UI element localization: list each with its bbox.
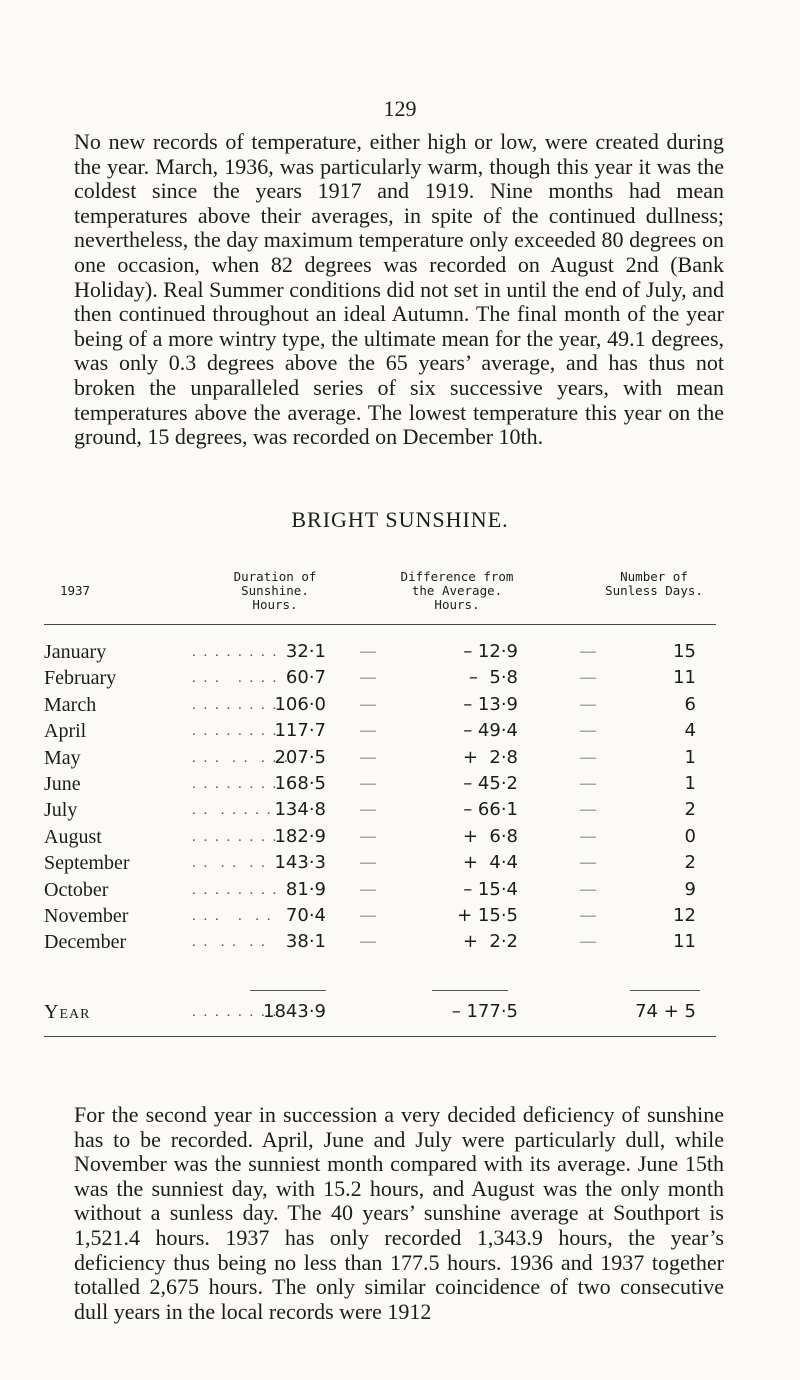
sunless-days-value: 2 [684,852,696,874]
dash-separator: — [360,880,376,898]
leader-dots: . . . . . . . . [192,749,290,766]
table-row [44,772,716,796]
table-row [44,666,716,690]
dash-separator: — [580,801,596,819]
sunless-days-value: 11 [673,931,696,953]
dash-separator: — [360,669,376,687]
sunless-days-value: 2 [684,799,696,821]
dash-separator: — [360,933,376,951]
total-sunless: 74 + 5 [635,1001,696,1022]
difference-value: + 6·8 [462,825,518,847]
leader-dots: . . . . . . . [192,670,279,687]
paragraph-temperature: No new records of temperature, either high or low, were created during the year. March, 1936, was particularly warm, though this year it was the coldest since the years 1917 and 1919. Nine months had mean temperatures above their averages, in spite of the continued dullness; nevertheless, the day maximum temperature only exceeded 80 degrees on one occasion, when 82 degrees was recorded on August 2nd (Bank Holiday). Real Summer conditions did not set in until the end of July, and then continued throughout an ideal Autumn. The final month of the year being of a more wintry type, the ultimate mean for the year, 49.1 degrees, was only 0.3 degrees above the 65 years’ average, and has thus not broken the unparalleled series of six successive years, with mean temperatures above the average. The lowest temperature this year on the ground, 15 degrees, was recorded on December 10th. [74,129,724,450]
sunless-days-value: 1 [684,773,696,794]
month-name: August [44,825,102,848]
dash-separator: — [580,907,596,924]
month-name: March [44,693,97,716]
dash-separator: — [360,695,376,713]
duration-value: 32·1 [285,641,326,662]
table-row [44,851,716,875]
sum-line-duration [250,990,326,991]
month-name: April [44,720,87,743]
month-name: June [44,773,81,795]
table-row [44,825,716,849]
duration-value: 182·9 [274,825,326,847]
total-row [44,1000,716,1024]
sum-line-sunless [630,990,700,991]
month-name: November [44,905,129,927]
dash-separator: — [360,775,376,792]
dash-separator: — [580,854,596,872]
table-row [44,693,716,717]
difference-value: – 45·2 [463,773,518,794]
difference-value: + 15·5 [457,905,518,926]
leader-dots: . . . . . . . . [192,723,279,740]
difference-value: – 13·9 [463,693,518,715]
leader-dots: . . . . . . [192,934,267,951]
paragraph-sunshine: For the second year in succession a very decided deficiency of sunshine has to be recorded. April, June and July were particularly dull, while November was the sunniest month compared with its average. June 15th was the sunniest day, with 15.2 hours, and August was the only month without a sunless day. The 40 years’ sunshine average at Southport is 1,521.4 hours. 1937 has only recorded 1,343.9 hours, the year’s deficiency thus being no less than 177.5 hours. 1936 and 1937 together totalled 2,675 hours. The only similar coincidence of two consecutive dull years in the local records were 1912 [74,1102,724,1324]
dash-separator: — [580,827,596,845]
page-number: 129 [383,96,417,121]
dash-separator: — [580,748,596,766]
difference-value: + 2·8 [462,746,518,768]
leader-dots: . . . . . . [192,855,267,872]
table-row [44,719,716,743]
total-difference: – 177·5 [451,1001,518,1022]
month-name: July [44,799,78,822]
dash-separator: — [360,827,376,845]
dash-separator: — [360,722,376,740]
table-row [44,878,716,902]
leader-dots: . . . . . . . . [192,828,279,845]
leader-dots: . . . . . . . . [192,881,279,898]
difference-value: – 15·4 [463,878,518,900]
month-name: October [44,878,109,901]
duration-value: 207·5 [274,746,326,768]
month-name: February [44,667,117,690]
dash-separator: — [580,643,596,660]
total-label: Year [44,1001,91,1023]
difference-value: – 66·1 [463,799,518,821]
difference-value: + 4·4 [462,852,518,874]
sunless-days-value: 1 [684,746,696,768]
sunless-days-value: 6 [684,693,696,715]
duration-value: 134·8 [274,799,326,821]
table-row [44,640,716,664]
leader-dots: . . . . . . . . [192,644,279,660]
header-year: 1937 [59,583,91,598]
difference-value: – 5·8 [468,667,518,689]
bottom-rule [44,1036,716,1037]
table-row [44,930,716,954]
sunless-days-value: 11 [673,667,696,689]
table-row [44,746,716,770]
sunless-days-value: 0 [684,825,696,847]
sunless-days-value: 15 [673,641,696,662]
dash-separator: — [580,695,596,713]
leader-dots: . . . . . . . . [192,696,279,713]
leader-dots: . . . . . . . . [192,802,284,819]
total-leader: . . . . . . . . [192,1004,279,1020]
month-name: September [44,852,130,875]
leader-dots: . . . . . . . . [192,776,279,792]
sunless-days-value: 9 [684,878,696,900]
difference-value: – 12·9 [463,641,518,662]
sunless-days-value: 4 [684,720,696,742]
month-name: May [44,746,81,769]
duration-value: 117·7 [274,720,326,742]
sum-line-difference [432,990,508,991]
month-name: January [44,641,107,663]
dash-separator: — [580,933,596,951]
duration-value: 106·0 [274,693,326,715]
dash-separator: — [360,854,376,872]
duration-value: 143·3 [274,852,326,874]
difference-value: – 49·4 [463,720,518,742]
header-duration: Duration of Sunshine. Hours. [233,569,317,612]
dash-separator: — [360,643,376,660]
header-sunless: Number of Sunless Days. [605,569,703,598]
header-rule [44,624,716,625]
table-row [44,798,716,822]
header-difference: Difference from the Average. Hours. [400,569,514,612]
difference-value: + 2·2 [462,931,518,953]
dash-separator: — [360,907,376,924]
month-name: December [44,931,127,954]
duration-value: 168·5 [274,773,326,794]
dash-separator: — [580,669,596,687]
table-row [44,904,716,928]
dash-separator: — [360,748,376,766]
dash-separator: — [580,722,596,740]
duration-value: 70·4 [285,905,326,926]
total-duration: 1843·9 [263,1001,326,1022]
duration-value: 60·7 [285,667,326,689]
section-heading: BRIGHT SUNSHINE. [291,507,509,532]
duration-value: 81·9 [285,878,326,900]
leader-dots: . . . . . . [192,908,273,924]
sunless-days-value: 12 [673,905,696,926]
dash-separator: — [360,801,376,819]
dash-separator: — [580,880,596,898]
dash-separator: — [580,775,596,792]
duration-value: 38·1 [285,931,326,953]
